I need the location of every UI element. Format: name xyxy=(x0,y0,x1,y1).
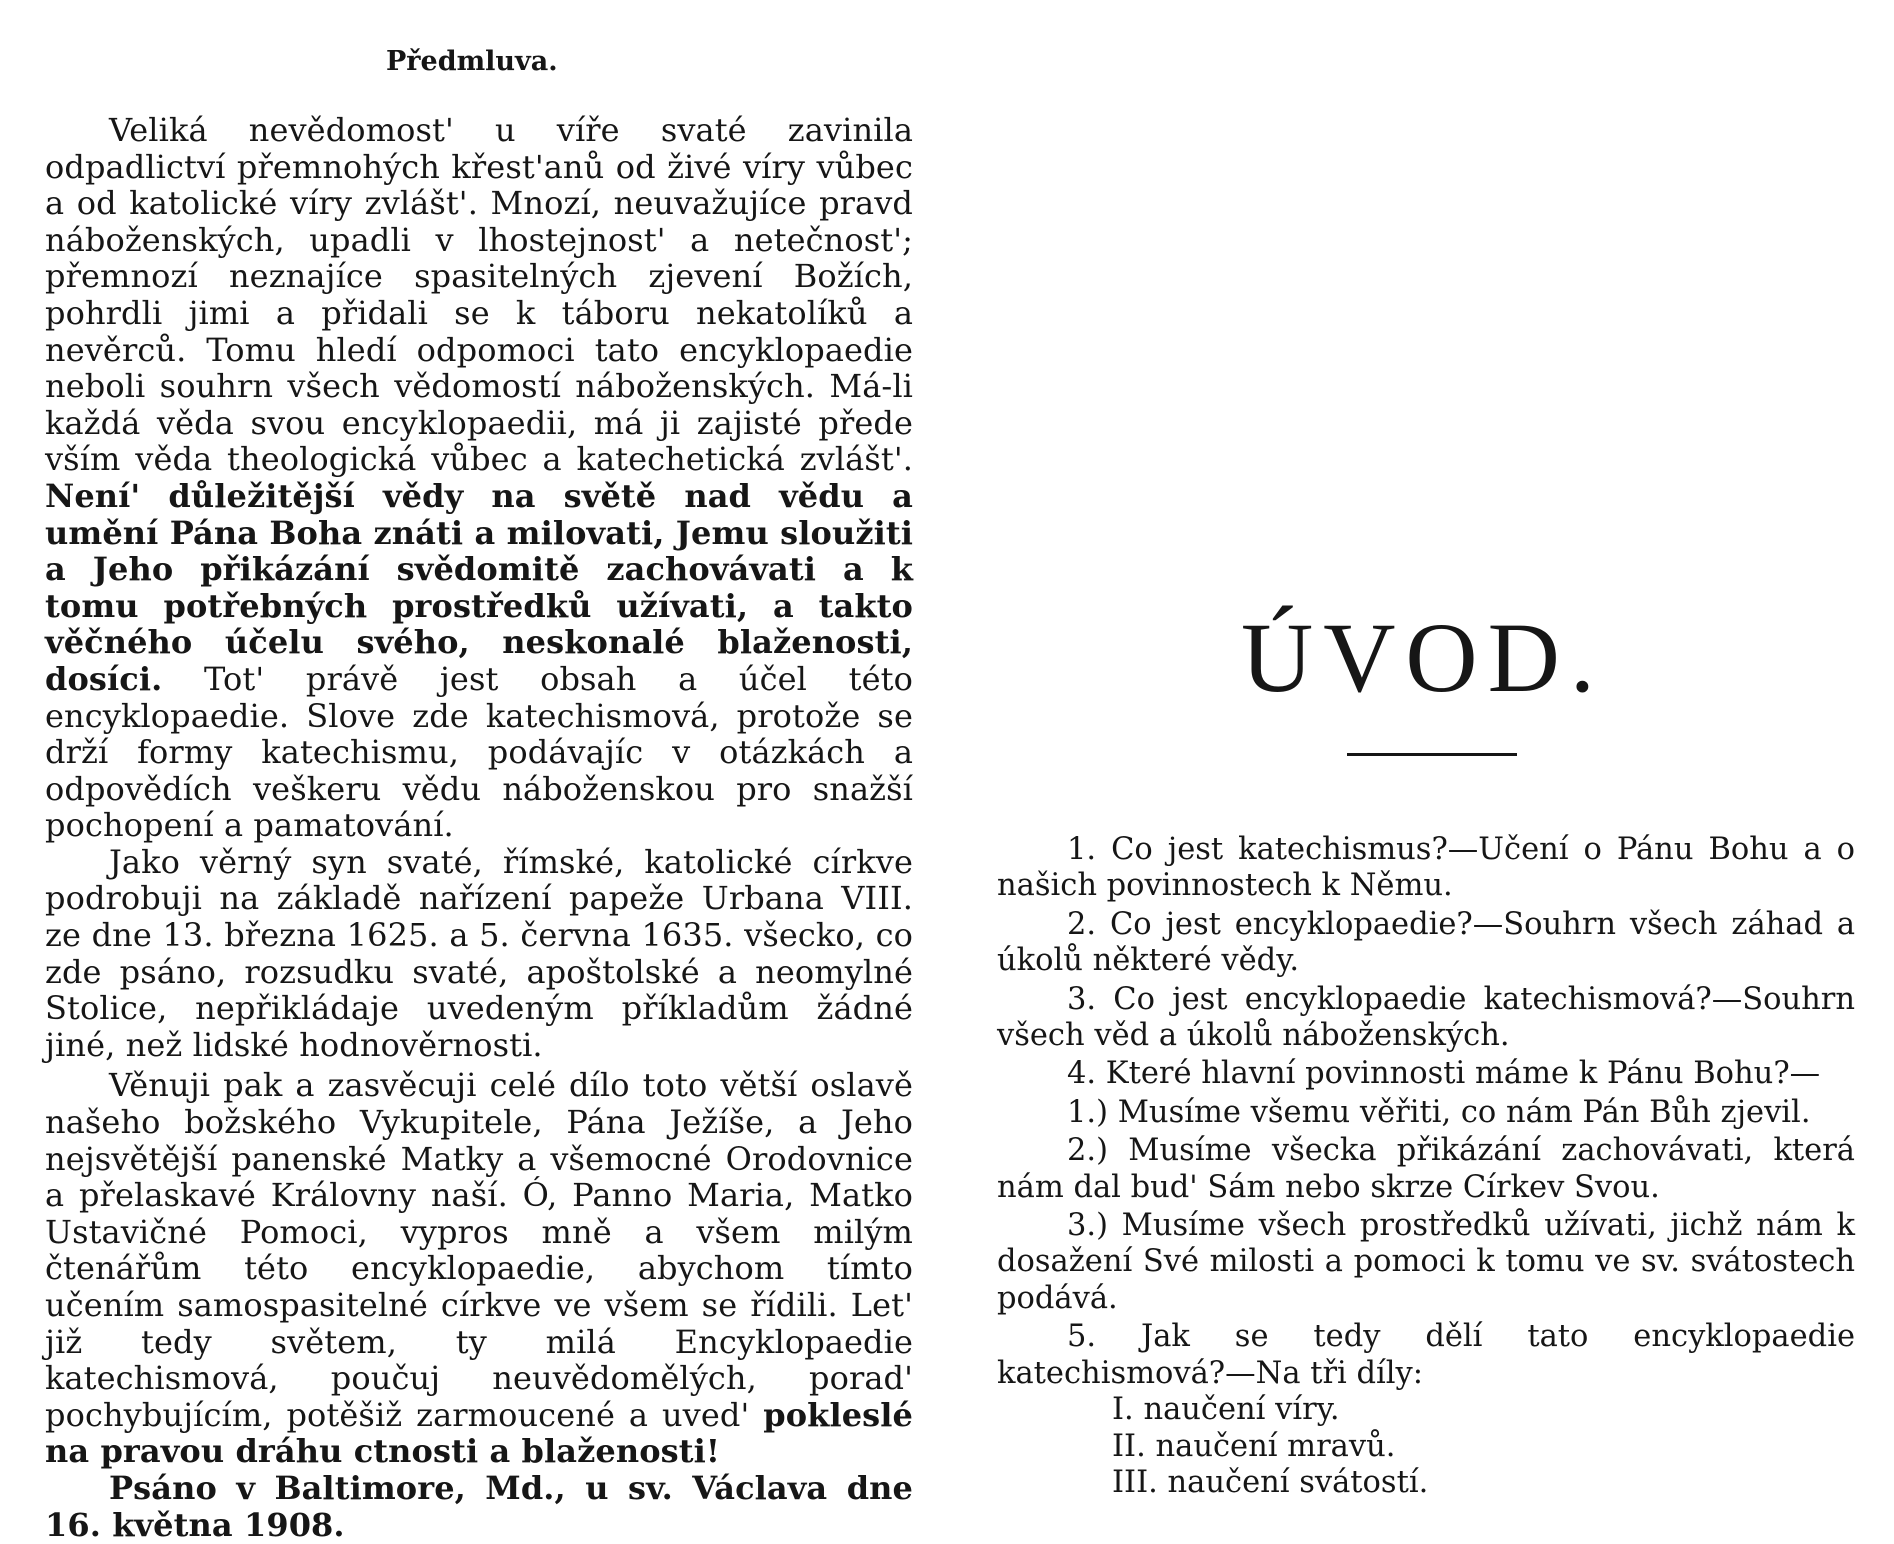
question-1: 1. Co jest katechismus?—Učení o Pánu Bohu a o našich povinnostech k Němu. xyxy=(997,832,1855,904)
paragraph-3-text: Věnuji pak a zasvěcuji celé dílo toto větší oslavě našeho božského Vykupitele, Pána Ježíše, a Jeho nejsvětější panenské Matky a všemocné Orodovnice a přelaskavé Královny naší. Ó, Panno Maria, Matko Ustavičné Pomoci, vypros mně a všem milým čtenářům této encyklopaedie, abychom tímto učením samospasitelné církve ve všem se řídili. Let' již tedy světem, ty milá Encyklopaedie katechismová, poučuj neuvědomělých, porad' pochybujícím, potěšiž zarmoucené a uved' xyxy=(45,1066,913,1434)
answer-4-2: 2.) Musíme všecka přikázání zachovávati, která nám dal bud' Sám nebo skrze Církev Svou. xyxy=(997,1133,1855,1205)
paragraph-3-bold: pokleslé na pravou dráhu ctnosti a blaženosti! xyxy=(45,1395,914,1471)
right-page xyxy=(947,0,1894,1500)
part-1: I. naučení víry. xyxy=(1112,1392,1340,1428)
question-3: 3. Co jest encyklopaedie katechismová?—Souhrn všech věd a úkolů náboženských. xyxy=(997,981,1855,1054)
intro-title: ÚVOD. xyxy=(1241,602,1605,713)
part-2: II. naučení mravů. xyxy=(1112,1428,1396,1464)
paragraph-1-intro: Veliká nevědomost' u víře svaté zavinila odpadlictví přemnohých křest'anů od živé víry vůbec a od katolické víry zvlášt'. Mnozí, neuvažujíce pravd náboženských, upadli v lhostejnost' a netečnost'; přemnozí neznajíce spasitelných zjevení Božích, pohrdli jimi a přidali se k táboru nekatolíků a nevěrců. Tomu hledí odpomoci tato encyklopaedie neboli souhrn všech vědomostí náboženských. Má-li každá věda svou encyklopaedii, má ji zajisté přede vším věda theologická vůbec a katechetická zvlášt'. xyxy=(45,111,913,479)
preface-paragraph-2: Jako věrný syn svaté, římské, katolické církve podrobuji na základě nařízení papeže Urbana VIII. ze dne 13. března 1625. a 5. června 1635. všecko, co zde psáno, rozsudku svaté, apoštolské a neomylné Stolice, nepřikládaje uvedeným příkladům žádné jiné, než lidské hodnověrnosti. xyxy=(45,842,913,1064)
preface-paragraph-3 xyxy=(45,1067,913,1470)
preface-paragraph-1 xyxy=(45,112,913,844)
question-4: 4. Které hlavní povinnosti máme k Pánu Bohu?— xyxy=(1067,1056,1821,1092)
question-2: 2. Co jest encyklopaedie?—Souhrn všech záhad a úkolů některé vědy. xyxy=(997,906,1855,979)
title-divider xyxy=(1347,753,1517,756)
answer-4-3: 3.) Musíme všech prostředků užívati, jichž nám k dosažení Své milosti a pomoci k tomu ve sv. svátostech podává. xyxy=(997,1208,1855,1316)
preface-text xyxy=(45,112,913,1543)
question-5: 5. Jak se tedy dělí tato encyklopaedie katechismová?—Na tři díly: xyxy=(997,1319,1855,1391)
preface-heading: Předmluva. xyxy=(386,46,558,77)
paragraph-1-outro: Tot' právě jest obsah a účel této encyklopaedie. Slove zde katechismová, protože se drží formy katechismu, podávajíc v otázkách a odpovědích veškeru vědu náboženskou pro snažší pochopení a pamatování. xyxy=(45,659,913,845)
paragraph-1-bold: Není' důležitější vědy na světě nad vědu a umění Pána Boha znáti a milovati, Jemu sloužiti a Jeho přikázání svědomitě zachovávati a k tomu potřebných prostředků užívati, a takto věčného účelu svého, neskonalé blaženosti, dosíci. xyxy=(45,476,913,698)
catechism-list xyxy=(997,832,1855,1501)
preface-signature xyxy=(45,1470,913,1543)
part-3: III. naučení svátostí. xyxy=(1112,1464,1429,1500)
answer-4-1: 1.) Musíme všemu věřiti, co nám Pán Bůh zjevil. xyxy=(1067,1094,1811,1130)
signature-text: Psáno v Baltimore, Md., u sv. Václava dne 16. května 1908. xyxy=(45,1468,913,1544)
